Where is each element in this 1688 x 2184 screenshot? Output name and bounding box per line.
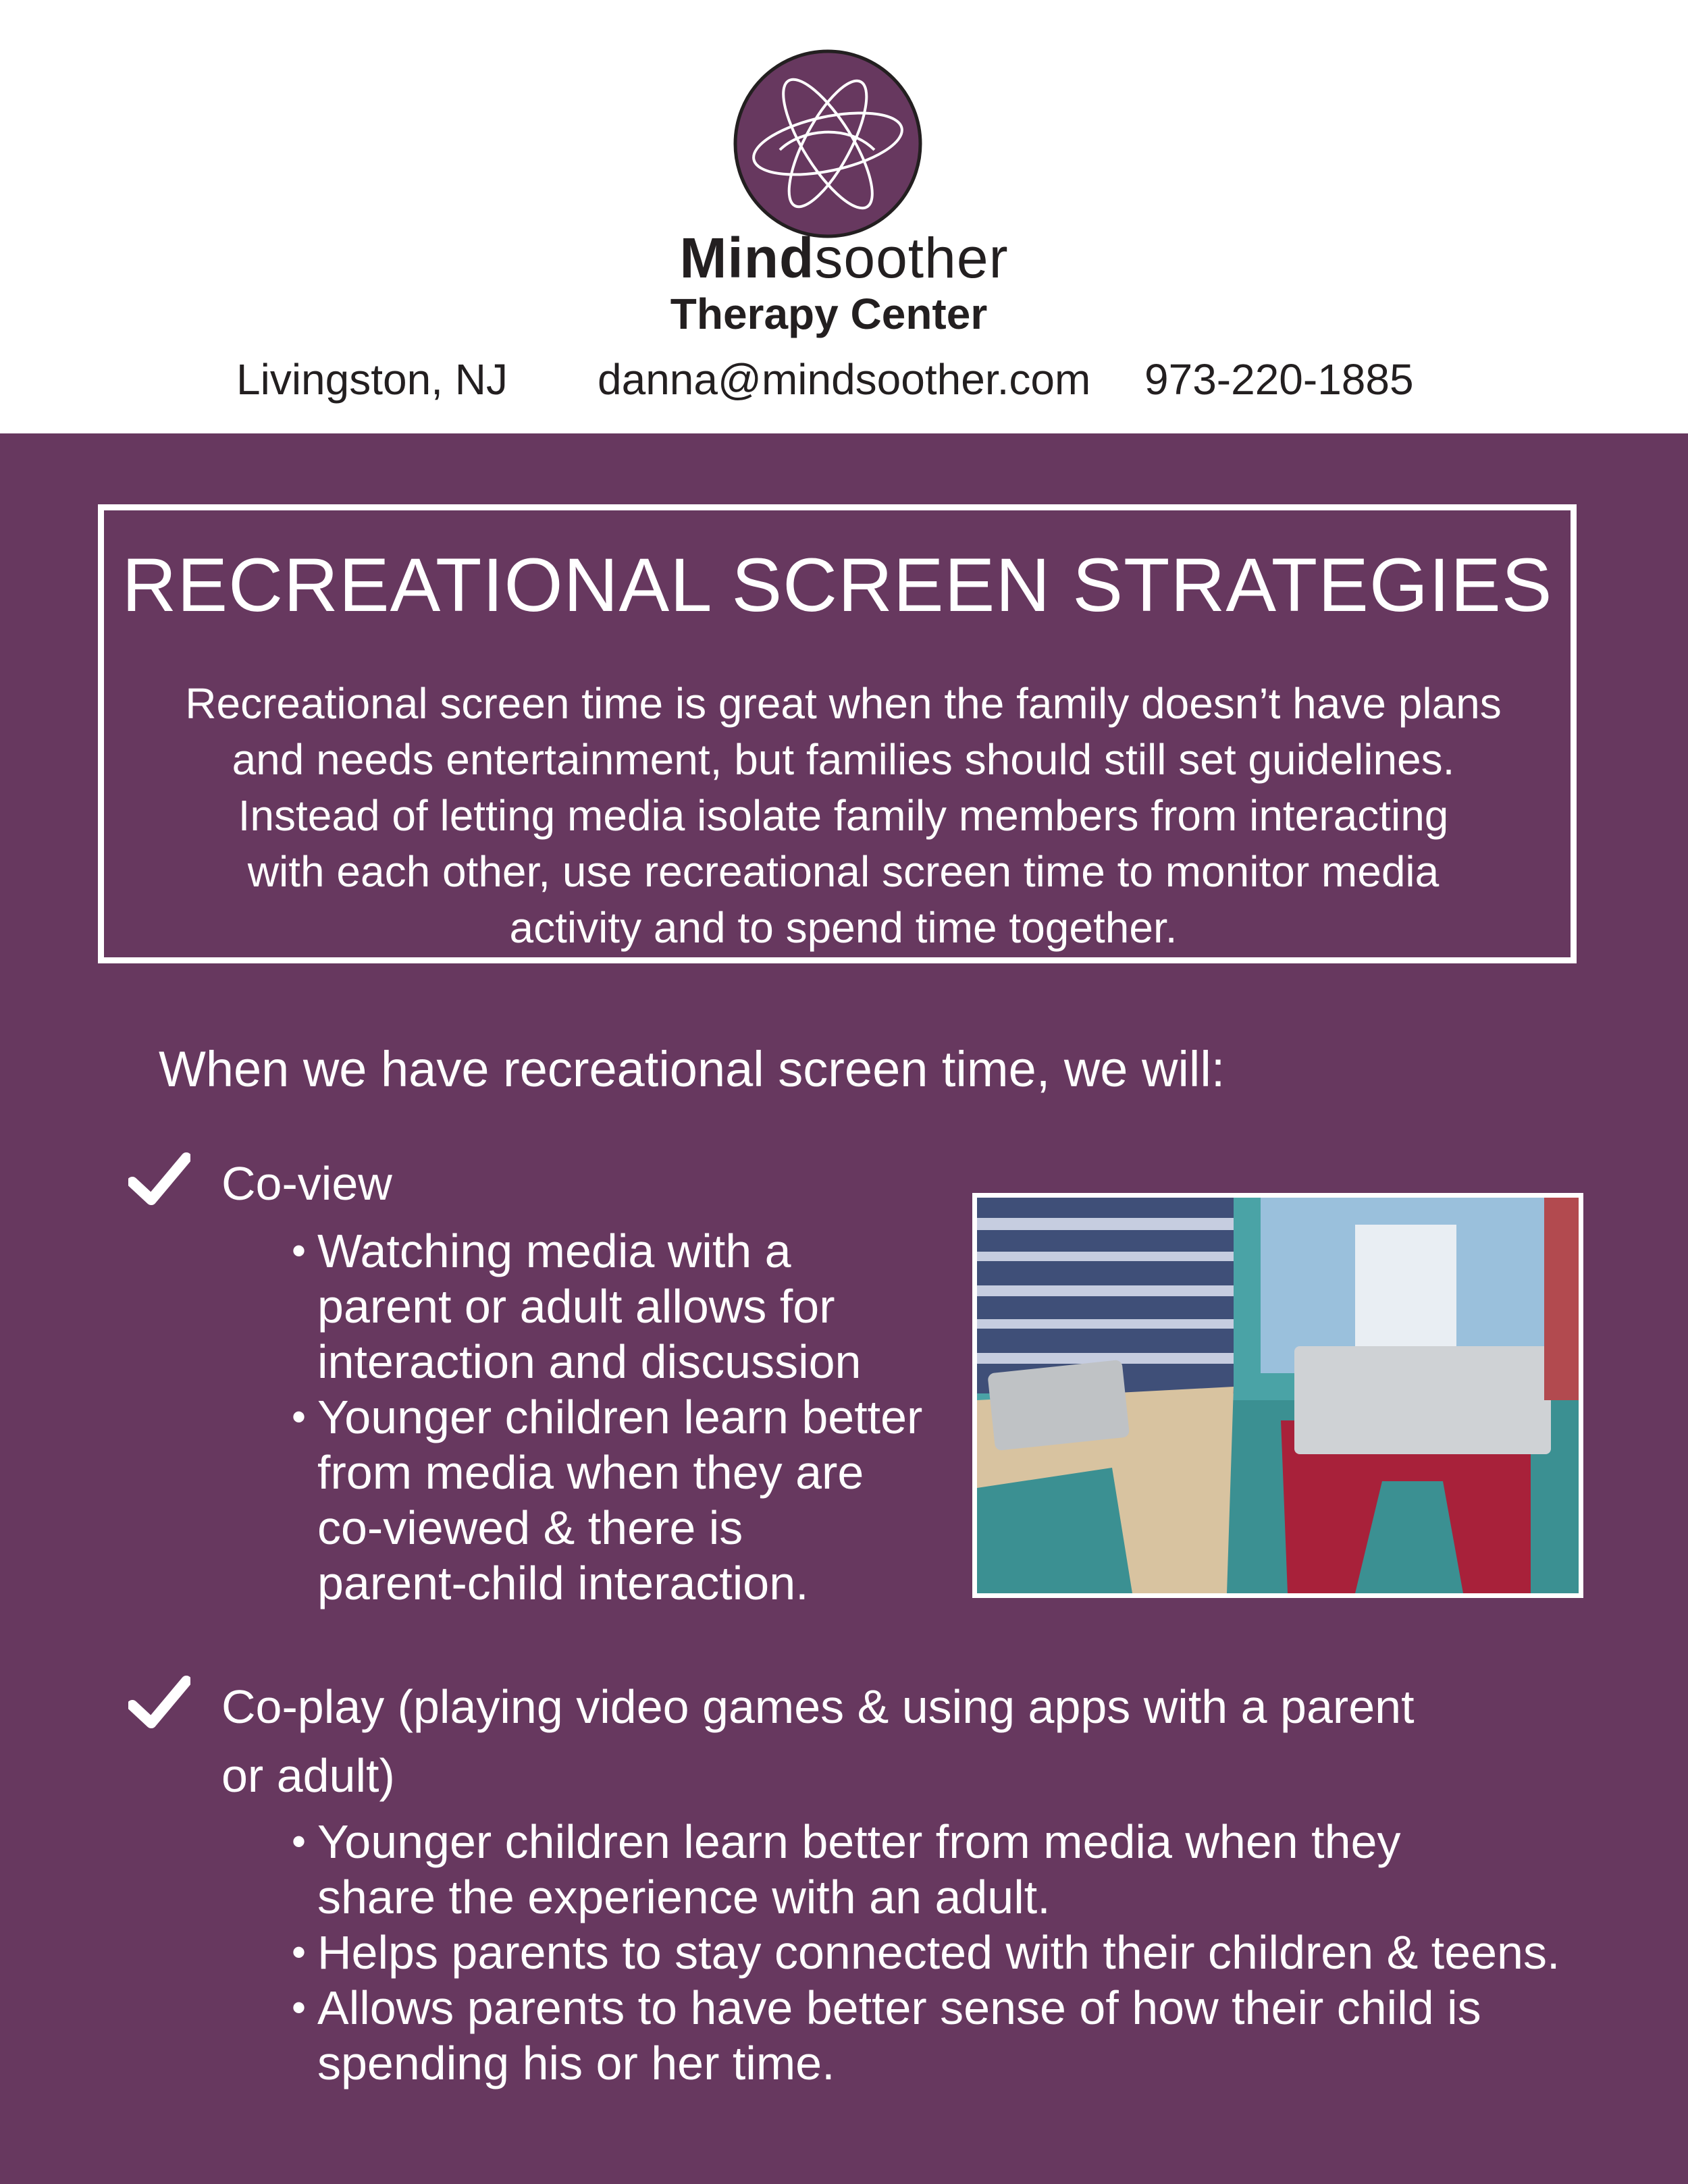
coplay-bullets [292,1814,1662,2091]
phone-link[interactable]: 973-220-1885 [1144,355,1414,404]
intro-box [98,504,1577,963]
content-panel [0,433,1688,2184]
page-title: RECREATIONAL SCREEN STRATEGIES [122,543,1553,627]
bullet-line: • Allows parents to have better sense of how their child is [317,1981,1481,2034]
intro-line: with each other, use recreational screen time to monitor media [247,847,1440,896]
location-text: Livingston, NJ [236,355,508,404]
check-icon [128,1676,190,1730]
bullet-line: • Watching media with a [317,1225,791,1277]
lead-text: When we have recreational screen time, we will: [159,1041,1225,1097]
header [0,0,1688,433]
intro-line: Instead of letting media isolate family members from interacting [238,791,1449,840]
brand-name-bold: Mind [679,226,815,290]
bullet-line: parent or adult allows for [317,1280,835,1333]
logo-icon [733,49,923,239]
bullet-line: co-viewed & there is [317,1501,743,1554]
list-item [292,1814,1662,1925]
family-photo [972,1193,1583,1598]
intro-line: Recreational screen time is great when the family doesn’t have plans [185,679,1502,728]
bullet-line: • Helps parents to stay connected with their children & teens. [317,1926,1560,1979]
email-link[interactable]: danna@mindsoother.com [598,355,1091,404]
intro-line: activity and to spend time together. [509,903,1178,952]
brand-subtitle: Therapy Center [670,290,988,338]
brand-name [0,226,1688,290]
brand-name-light: soother [814,226,1009,290]
intro-text [117,676,1569,956]
photo-illustration [977,1198,1579,1593]
bullet-line: interaction and discussion [317,1335,862,1388]
list-item [292,1389,974,1611]
list-item [292,1223,974,1389]
bullet-line: from media when they are [317,1446,864,1499]
bullet-line: share the experience with an adult. [317,1871,1051,1923]
bullet-line: spending his or her time. [317,2037,835,2089]
item-title-coplay [221,1672,1518,1810]
list-item [292,1925,1662,1980]
check-icon [128,1152,190,1206]
item-title-line: Co-play (playing video games & using apps with a parent [221,1680,1415,1733]
coview-bullets [292,1223,974,1611]
list-item [292,1980,1662,2091]
bullet-line: • Younger children learn better [317,1391,923,1443]
intro-line: and needs entertainment, but families should still set guidelines. [232,735,1455,784]
item-title-coview: Co-view [221,1157,392,1210]
item-title-line: or adult) [221,1749,395,1802]
bullet-line: parent-child interaction. [317,1557,809,1609]
bullet-line: • Younger children learn better from media when they [317,1815,1401,1868]
